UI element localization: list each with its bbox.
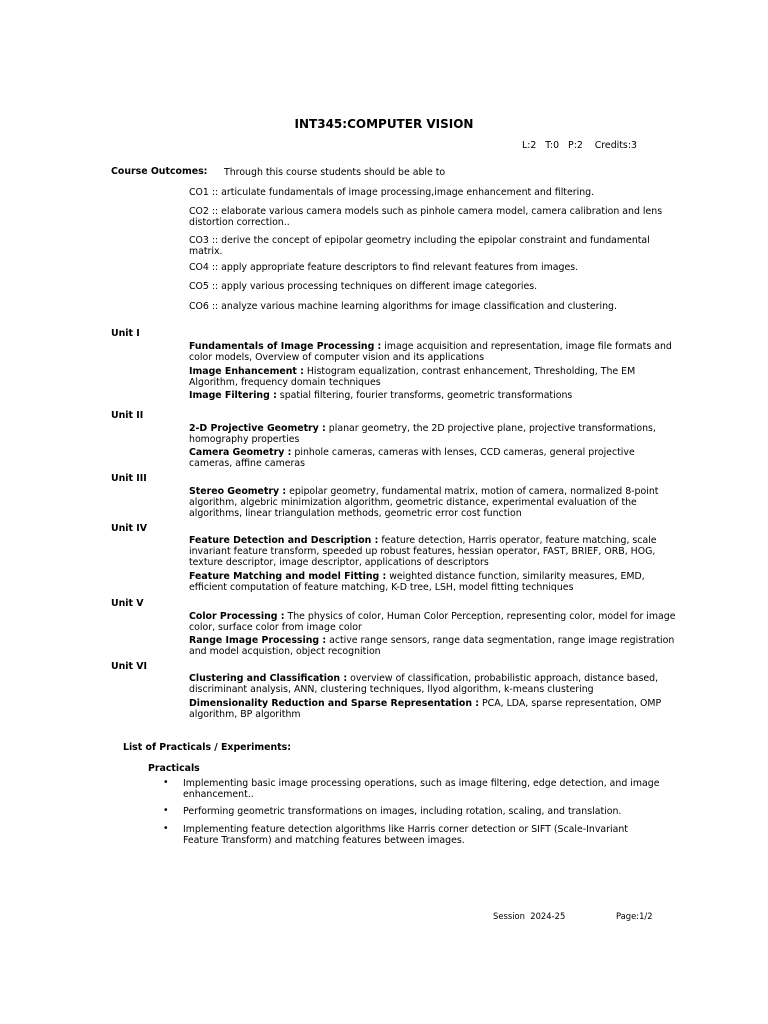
topic-title: Range Image Processing : (189, 635, 327, 646)
topic-text: pinhole cameras, cameras with lenses, CCD cameras, general projective cameras, affine cameras (189, 447, 635, 469)
topic-title: Color Processing : (189, 611, 285, 622)
topic-title: Dimensionality Reduction and Sparse Representation : (189, 698, 480, 709)
footer-page-number: Page:1/2 (616, 911, 653, 921)
unit-topic (189, 673, 679, 695)
topic-title: Image Enhancement : (189, 366, 304, 377)
topic-text: PCA, LDA, sparse representation, OMP algorithm, BP algorithm (189, 698, 662, 720)
unit-topic (189, 366, 679, 388)
bullet-icon: • (163, 805, 169, 816)
topic-text: image acquisition and representation, image file formats and color models, Overview of computer vision and its applications (189, 341, 672, 363)
topic-title: Camera Geometry : (189, 447, 292, 458)
footer-session: Session 2024-25 (493, 911, 566, 921)
topic-text: active range sensors, range data segmentation, range image registration and model acquistion, object recognition (189, 635, 675, 657)
topic-text: epipolar geometry, fundamental matrix, motion of camera, normalized 8-point algorithm, algebric minimization algorithm, geometric distance, experimental evaluation of the algorithms, linear triangulation methods, geometric error cost function (189, 486, 659, 519)
unit-label: Unit VI (111, 661, 147, 672)
course-outcome-1: CO1 :: articulate fundamentals of image processing,image enhancement and filtering. (189, 187, 595, 198)
unit-topic (189, 635, 679, 657)
topic-title: Feature Matching and model Fitting : (189, 571, 387, 582)
topic-title: Image Filtering : (189, 390, 277, 401)
course-credits: L:2 T:0 P:2 Credits:3 (522, 140, 637, 151)
unit-topic (189, 698, 679, 720)
course-outcome-6: CO6 :: analyze various machine learning algorithms for image classification and clustering. (189, 301, 617, 312)
bullet-icon: • (163, 823, 169, 834)
unit-label: Unit II (111, 410, 144, 421)
course-outcome-4: CO4 :: apply appropriate feature descriptors to find relevant features from images. (189, 262, 579, 273)
unit-topic (189, 390, 679, 401)
topic-text: overview of classification, probabilistic approach, distance based, discriminant analysis, ANN, clustering techniques, llyod algorithm, k-means clustering (189, 673, 659, 695)
practical-item: Implementing feature detection algorithms like Harris corner detection or SIFT (Scale-Invariant Feature Transform) and matching features between images. (183, 824, 628, 846)
unit-label: Unit IV (111, 523, 147, 534)
practicals-heading: List of Practicals / Experiments: (123, 742, 291, 753)
unit-topic (189, 447, 679, 469)
unit-topic (189, 535, 679, 568)
topic-text: weighted distance function, similarity measures, EMD, efficient computation of feature matching, K-D tree, LSH, model fitting techniques (189, 571, 645, 593)
course-title: INT345:COMPUTER VISION (294, 117, 474, 131)
topic-title: Stereo Geometry : (189, 486, 287, 497)
topic-title: 2-D Projective Geometry : (189, 423, 326, 434)
topic-text: planar geometry, the 2D projective plane, projective transformations, homography properties (189, 423, 656, 445)
practicals-subheading: Practicals (148, 763, 200, 774)
bullet-icon: • (163, 777, 169, 788)
unit-topic (189, 486, 679, 519)
topic-text: spatial filtering, fourier transforms, geometric transformations (276, 390, 573, 401)
course-outcome-5: CO5 :: apply various processing techniques on different image categories. (189, 281, 538, 292)
course-outcomes-intro: Through this course students should be able to (224, 167, 446, 178)
course-outcome-2: CO2 :: elaborate various camera models such as pinhole camera model, camera calibration and lens distortion correction.. (189, 206, 663, 228)
course-outcome-3: CO3 :: derive the concept of epipolar geometry including the epipolar constraint and fundamental matrix. (189, 235, 650, 257)
topic-title: Feature Detection and Description : (189, 535, 379, 546)
unit-label: Unit V (111, 598, 144, 609)
unit-topic (189, 423, 679, 445)
topic-title: Fundamentals of Image Processing : (189, 341, 382, 352)
unit-topic (189, 611, 679, 633)
topic-text: feature detection, Harris operator, feature matching, scale invariant feature transform, speeded up robust features, hessian operator, FAST, BRIEF, ORB, HOG, texture descriptor, image descriptor, applications of descriptors (189, 535, 657, 568)
topic-text: Histogram equalization, contrast enhancement, Thresholding, The EM Algorithm, frequency domain techniques (189, 366, 636, 388)
unit-topic (189, 571, 679, 593)
practical-item: Performing geometric transformations on images, including rotation, scaling, and translation. (183, 806, 622, 817)
unit-label: Unit III (111, 473, 147, 484)
topic-title: Clustering and Classification : (189, 673, 348, 684)
unit-topic (189, 341, 679, 363)
practical-item: Implementing basic image processing operations, such as image filtering, edge detection, and image enhancement.. (183, 778, 660, 800)
unit-label: Unit I (111, 328, 140, 339)
course-outcomes-label: Course Outcomes: (111, 166, 208, 177)
topic-text: The physics of color, Human Color Perception, representing color, model for image color, surface color from image color (189, 611, 676, 633)
